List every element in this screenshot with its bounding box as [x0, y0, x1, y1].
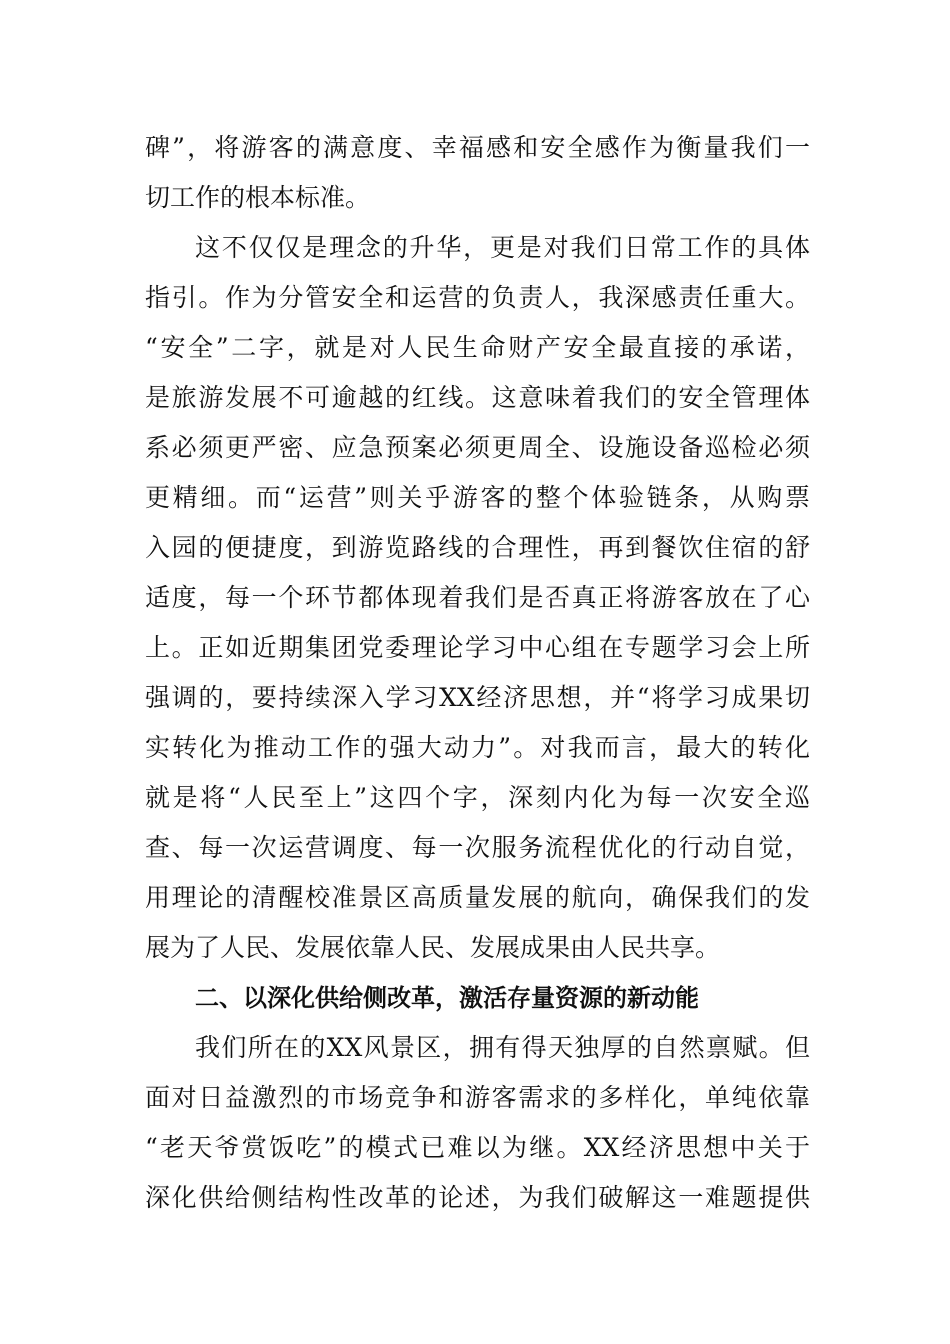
text-line: “老天爷赏饭吃”的模式已难以为继。XX经济思想中关于 — [145, 1133, 810, 1162]
text-line: 碑”，将游客的满意度、幸福感和安全感作为衡量我们一 — [145, 133, 810, 162]
text-line: 查、每一次运营调度、每一次服务流程优化的行动自觉， — [145, 833, 810, 862]
text-line: 是旅游发展不可逾越的红线。这意味着我们的安全管理体 — [145, 383, 810, 412]
section-heading: 二、以深化供给侧改革，激活存量资源的新动能 — [195, 984, 699, 1012]
text-line: 更精细。而“运营”则关乎游客的整个体验链条，从购票 — [145, 483, 810, 512]
text-line: 面对日益激烈的市场竞争和游客需求的多样化，单纯依靠 — [145, 1083, 810, 1112]
text-line: 展为了人民、发展依靠人民、发展成果由人民共享。 — [145, 933, 721, 962]
paragraph-first-line: 这不仅仅是理念的升华，更是对我们日常工作的具体 — [195, 233, 810, 262]
text-line: 用理论的清醒校准景区高质量发展的航向，确保我们的发 — [145, 883, 810, 912]
text-line: 实转化为推动工作的强大动力”。对我而言，最大的转化 — [145, 733, 810, 762]
document-body — [145, 123, 810, 1223]
text-line: 入园的便捷度，到游览路线的合理性，再到餐饮住宿的舒 — [145, 533, 810, 562]
text-line: “安全”二字，就是对人民生命财产安全最直接的承诺， — [145, 333, 810, 362]
text-line: 适度，每一个环节都体现着我们是否真正将游客放在了心 — [145, 583, 810, 612]
text-line: 强调的，要持续深入学习XX经济思想，并“将学习成果切 — [145, 683, 810, 712]
text-line: 指引。作为分管安全和运营的负责人，我深感责任重大。 — [145, 283, 810, 312]
paragraph-first-line: 我们所在的XX风景区，拥有得天独厚的自然禀赋。但 — [195, 1033, 810, 1062]
text-line: 上。正如近期集团党委理论学习中心组在专题学习会上所 — [145, 633, 810, 662]
text-line: 切工作的根本标准。 — [145, 183, 371, 212]
text-line: 深化供给侧结构性改革的论述，为我们破解这一难题提供 — [145, 1183, 810, 1212]
text-line: 系必须更严密、应急预案必须更周全、设施设备巡检必须 — [145, 433, 810, 462]
text-line: 就是将“人民至上”这四个字，深刻内化为每一次安全巡 — [145, 783, 810, 812]
